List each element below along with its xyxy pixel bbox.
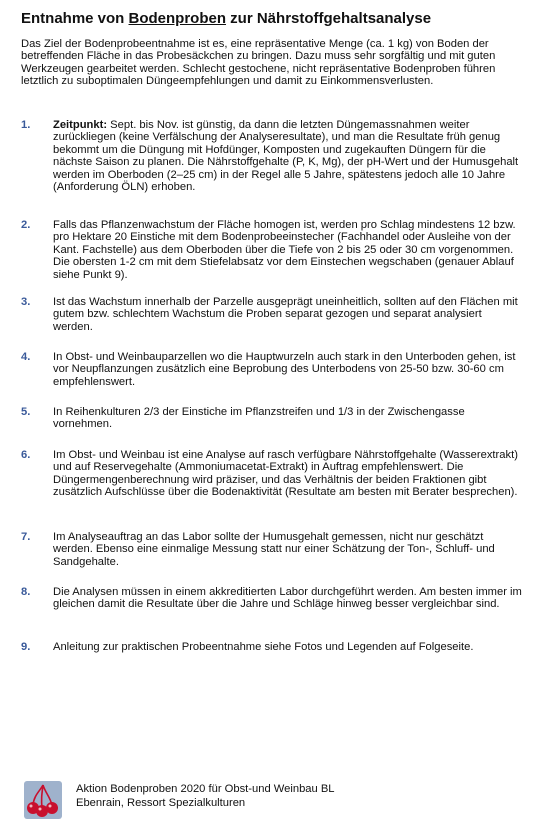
item-number: 6. xyxy=(21,449,31,461)
title-part-2: Bodenproben xyxy=(128,10,227,27)
item-text: In Reihenkulturen 2/3 der Einstiche im Pflanzstreifen und 1/3 in der Zwischengasse vornehmen. xyxy=(53,406,465,431)
list-item-3 xyxy=(21,296,526,333)
list-item-4 xyxy=(21,351,526,388)
item-body: Sept. bis Nov. ist günstig, da dann die letzten Düngemassnahmen weiter zurückliegen (keine Verfälschung der Analyseresultate), und man die Resultate früh genug bekommt um die Düngung mit Hofdünger, Komposten und zugekauften Düngern für die nächste Saison zu planen. Die Nährstoffgehalte (P, K, Mg), der pH-Wert und der Humusgehalt werden im Oberboden (2–25 cm) in der Regel alle 5 Jahre, spätestens jedoch alle 10 Jahre (Anforderung ÖLN) erhoben. xyxy=(53,119,519,194)
footer-line-2: Ebenrain, Ressort Spezialkulturen xyxy=(76,796,246,809)
item-text: Anleitung zur praktischen Probeentnahme siehe Fotos und Legenden auf Folgeseite. xyxy=(53,641,474,653)
title-part-3: zur Nährstoffgehaltsanalyse xyxy=(226,10,432,27)
item-text: Ist das Wachstum innerhalb der Parzelle ausgeprägt uneinheitlich, sollten auf den Flächen mit gutem bzw. schlechtem Wachstum die Proben separat gezogen und separat analysiert werden. xyxy=(53,296,518,333)
item-text: Im Analyseauftrag an das Labor sollte der Humusgehalt gemessen, nicht nur geschätzt werden. Ebenso eine einmalige Messung statt nur einer Schätzung der Ton-, Schluff- und Sandgehalte. xyxy=(53,531,495,568)
list-item-2 xyxy=(21,219,526,281)
item-number: 5. xyxy=(21,406,31,418)
item-number: 3. xyxy=(21,296,31,308)
list-item-7 xyxy=(21,531,526,568)
item-text: Die Analysen müssen in einem akkreditierten Labor durchgeführt werden. Am besten immer im gleichen damit die Resultate über die Jahre und Schläge hinweg besser vergleichbar sind. xyxy=(53,586,522,611)
item-lead: Zeitpunkt: xyxy=(53,119,108,131)
cherry-logo-icon xyxy=(24,781,62,819)
item-number: 8. xyxy=(21,586,31,598)
list-item-6 xyxy=(21,449,526,499)
list-item-9 xyxy=(21,641,526,653)
title-part-1: Entnahme von xyxy=(21,10,129,27)
list-item-8 xyxy=(21,586,526,611)
item-number: 7. xyxy=(21,531,31,543)
item-number: 2. xyxy=(21,219,31,231)
item-text xyxy=(53,119,526,193)
item-text: Im Obst- und Weinbau ist eine Analyse auf rasch verfügbare Nährstoffgehalte (Wasserextrakt) und auf Reservegehalte (Ammoniumacetat-Extrakt) in Auftrag empfehlenswert. Die Düngermengenberechnung wird präziser, und das Verhältnis der beiden Fraktionen gibt zusätzlich Aufschlüsse über die Bodenaktivität (Resultate am besten mit Berater besprechen). xyxy=(53,449,518,499)
item-number: 1. xyxy=(21,119,31,131)
intro-paragraph: Das Ziel der Bodenprobeentnahme ist es, eine repräsentative Menge (ca. 1 kg) von Boden der betreffenden Fläche in das Probesäckchen zu bringen. Dazu muss sehr sorgfältig und mit guten Werkzeugen gearbeitet werden. Schlecht gestochene, nicht repräsentative Bodenproben führen letztlich zu suboptimalen Düngeempfehlungen und damit zu Einkommensverlusten. xyxy=(21,38,496,88)
page-footer xyxy=(24,779,524,819)
footer-text xyxy=(76,783,335,810)
footer-line-1: Aktion Bodenproben 2020 für Obst-und Weinbau BL xyxy=(76,783,335,795)
item-text: In Obst- und Weinbauparzellen wo die Hauptwurzeln auch stark in den Unterboden gehen, ist vor Neupflanzungen zusätzlich eine Beprobung des Unterbodens von 25-50 bzw. 30-60 cm empfehlenswert. xyxy=(53,351,516,388)
list-item-5 xyxy=(21,406,526,431)
list-item-1 xyxy=(21,119,526,193)
item-number: 4. xyxy=(21,351,31,363)
page-title xyxy=(21,10,526,27)
item-text: Falls das Pflanzenwachstum der Fläche homogen ist, werden pro Schlag mindestens 12 bzw. pro Hektare 20 Einstiche mit dem Bodenprobeeinstecher (Fachhandel oder Ausleihe von der Kant. Fachstelle) aus dem Oberboden über die Tiefe von 2 bis 25 oder 30 cm vorgenommen. Die obersten 1-2 cm mit dem Stiefelabsatz vor dem Einstechen wegschaben (genauer Ablauf siehe Punkt 9). xyxy=(53,219,516,281)
item-number: 9. xyxy=(21,641,31,653)
